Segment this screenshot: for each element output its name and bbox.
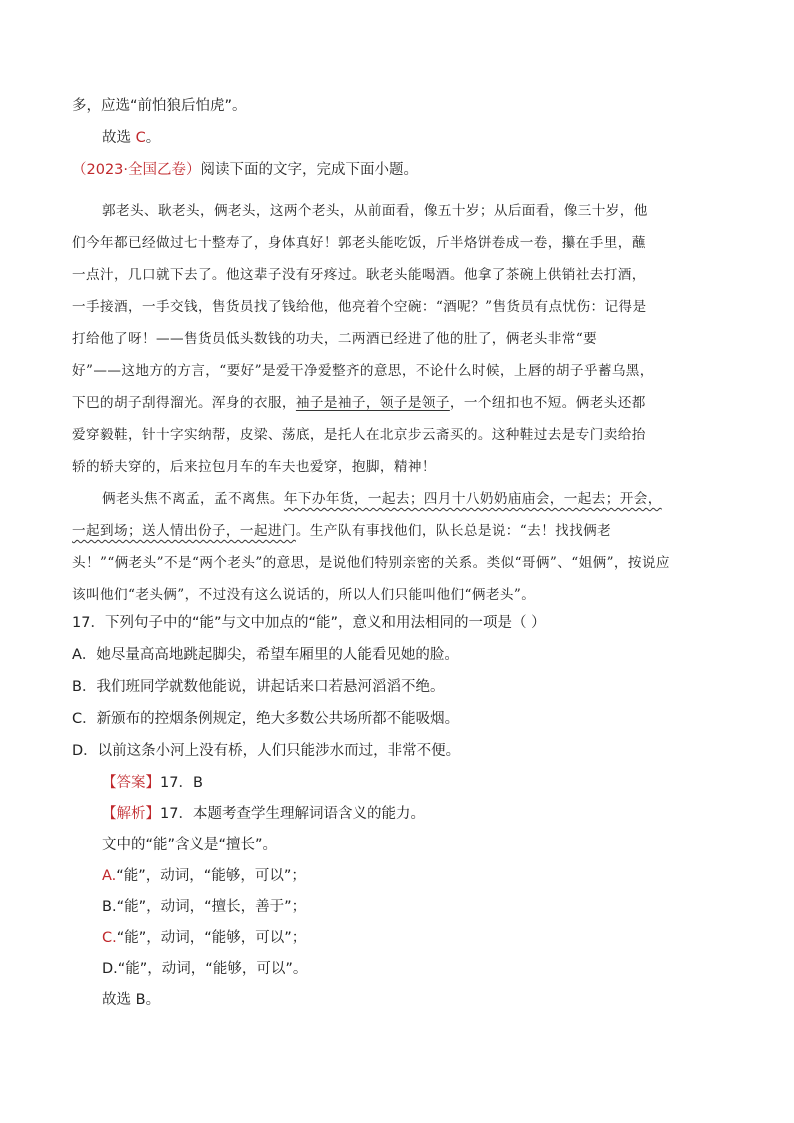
option-d <box>72 741 460 761</box>
question-stem <box>72 613 546 633</box>
passage-line <box>72 233 646 253</box>
text-segment: 故选 <box>102 130 136 146</box>
passage-line <box>102 489 662 509</box>
analysis-line <box>102 804 425 824</box>
text-segment: 轿的轿夫穿的，后来拉包月车的车夫也爱穿，抱脚，精神！ <box>72 459 436 475</box>
passage-line <box>72 585 535 605</box>
text-segment: 该叫他们“老头俩”，不过没有这么说话的，所以人们只能叫他们“俩老头”。 <box>72 587 536 603</box>
passage-line <box>72 361 654 381</box>
text-segment: 多，应选“前怕狼后怕虎”。 <box>72 98 247 114</box>
text-segment: 头！”“俩老头”不是“两个老头”的意思，是说他们特别亲密的关系。类似“哥俩”、“姐俩”，按说应 <box>72 555 670 571</box>
text-segment: 文中的“能”含义是“擅长”。 <box>102 837 278 853</box>
option-a <box>72 645 459 665</box>
text-segment: 爱穿毅鞋，针十字实纳帮，皮梁、荡底，是托人在北京步云斋买的。这种鞋过去是专门卖给抬 <box>72 427 646 443</box>
question-instruction: 阅读下面的文字，完成下面小题。 <box>200 162 419 178</box>
text-segment: D. <box>102 961 118 977</box>
passage-line <box>72 457 436 477</box>
analysis-item-c <box>102 928 306 948</box>
text-segment: “能”，动词，“能够，可以”。 <box>117 961 308 977</box>
text-segment: “能”，动词，“能够，可以”； <box>116 868 306 884</box>
text-segment: 打给他了呀！——售货员低头数钱的功夫，二两酒已经进了他的肚了，俩老头非常“要 <box>72 331 598 347</box>
text-segment: 一点汁，几口就下去了。他这辈子没有牙疼过。耿老头能喝酒。他拿了茶碗上供销社去打酒， <box>72 267 646 283</box>
text-segment: 故选 <box>102 992 136 1008</box>
text-segment: 17．本题考查学生理解词语含义的能力。 <box>160 806 425 822</box>
text-segment: 一手接酒，一手交钱，售货员找了钱给他，他亮着个空碗：“酒呢？”售货员有点忧伤：记得是 <box>72 299 647 315</box>
passage-line <box>72 393 646 413</box>
text-segment: ，一个纽扣也不短。俩老头还都 <box>449 395 646 411</box>
underlined-phrase: 袖子是袖子，领子是领子 <box>295 395 450 411</box>
analysis-context <box>102 835 277 855</box>
passage-line <box>72 297 646 317</box>
analysis-item-b <box>102 897 306 917</box>
text-segment: A．她尽量高高地跳起脚尖，希望车厢里的人能看见她的脸。 <box>72 647 459 663</box>
text-segment: D．以前这条小河上没有桥，人们只能涉水而过，非常不便。 <box>72 743 461 759</box>
passage-line <box>72 553 670 573</box>
passage-line <box>102 201 648 221</box>
text-segment: C．新颁布的控烟条例规定，绝大多数公共场所都不能吸烟。 <box>72 711 460 727</box>
answer-label: 【答案】 <box>102 775 160 791</box>
answer-value: 17．B <box>160 775 203 791</box>
text-segment: 。 <box>145 130 161 146</box>
option-b <box>72 677 444 697</box>
analysis-item-a <box>102 866 306 886</box>
text-segment: “能”，动词，“擅长，善于”； <box>116 899 307 915</box>
text-segment: 俩老头焦不离孟，孟不离焦。 <box>102 491 284 507</box>
text-segment: 们今年都已经做过七十整寿了，身体真好！郭老头能吃饭，斤半烙饼卷成一卷，攥在手里，蘸 <box>72 235 646 251</box>
text-segment: B．我们班同学就数他能说，讲起话来口若悬河滔滔不绝。 <box>72 679 445 695</box>
wavy-underlined-phrase: 年下办年货，一起去；四月十八奶奶庙庙会，一起去；开会， <box>283 491 662 507</box>
text-segment: 。 <box>145 992 161 1008</box>
text-segment: A. <box>102 868 117 884</box>
passage-line <box>72 521 611 541</box>
answer-line <box>102 773 203 793</box>
passage-line <box>72 329 597 349</box>
intro-line <box>72 96 247 116</box>
text-segment: “能”，动词，“能够，可以”； <box>116 930 307 946</box>
passage-line <box>72 425 646 445</box>
text-segment: 17．下列句子中的“能”与文中加点的“能”，意义和用法相同的一项是（ ） <box>72 615 546 631</box>
option-c <box>72 709 459 729</box>
intro-conclusion <box>102 128 160 148</box>
text-segment: 好”——这地方的方言，“要好”是爱干净爱整齐的意思，不论什么时候，上唇的胡子乎蓄乌黑， <box>72 363 654 379</box>
analysis-label: 【解析】 <box>102 806 160 822</box>
text-segment: 下巴的胡子刮得溜光。浑身的衣服， <box>72 395 296 411</box>
analysis-item-d <box>102 959 307 979</box>
text-segment: 郭老头、耿老头，俩老头，这两个老头，从前面看，像五十岁；从后面看，像三十岁，他 <box>102 203 648 219</box>
question-header <box>72 160 418 180</box>
intro-answer-letter: C <box>135 130 146 146</box>
question-source: （2023·全国乙卷） <box>72 162 201 178</box>
text-segment: B. <box>102 899 117 915</box>
passage-line <box>72 265 646 285</box>
analysis-conclusion <box>102 990 160 1010</box>
text-segment: C. <box>102 930 117 946</box>
text-segment: 。生产队有事找他们，队长总是说：“去！找找俩老 <box>295 523 612 539</box>
wavy-underlined-phrase: 一起到场；送人情出份子，一起进门 <box>72 523 296 539</box>
analysis-answer-letter: B <box>135 992 146 1008</box>
